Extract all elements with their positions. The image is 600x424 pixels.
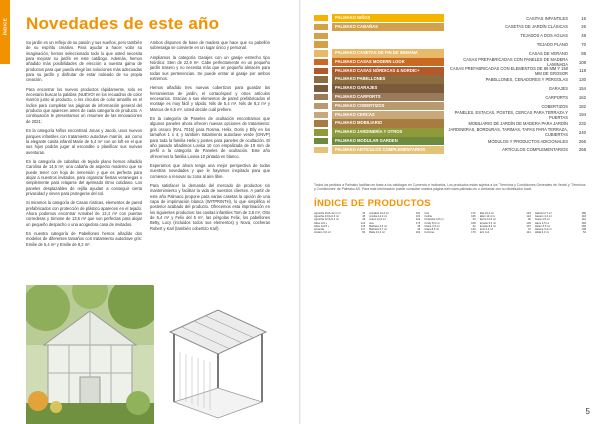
index-entry-name: Agnetha 16,8+12,1 m² xyxy=(314,212,341,215)
index-entry-name: Clara 8,5 m² xyxy=(424,228,440,232)
index-entry-name: Amanda xyxy=(314,228,325,232)
category-name: PALMAKO CASAS MODERN LOOK xyxy=(332,58,444,66)
category-description: MOBILIARIO DE JARDÍN DE MADERA PARA JARDÍN xyxy=(468,121,568,127)
category-row[interactable] xyxy=(314,84,586,92)
category-page: 70 xyxy=(581,42,586,48)
category-name: PALMAKO COBERTIZOS xyxy=(332,102,444,110)
index-entry-name: Alisa 1x3 + xyxy=(314,221,328,225)
category-name: PALMAKO NIÑOS xyxy=(332,14,444,22)
category-page: 26 xyxy=(581,24,586,30)
index-entry-name: Barbara 3,6 m² xyxy=(369,224,388,228)
index-entry-page: 110 xyxy=(581,218,587,222)
index-entry-name: Annika 14,4 m² xyxy=(369,215,388,219)
category-page: 266 xyxy=(578,138,586,144)
index-entry[interactable] xyxy=(480,231,531,234)
category-swatch xyxy=(314,138,328,145)
right-page xyxy=(300,0,600,424)
category-page: 162 xyxy=(578,94,586,100)
index-entry-page: 140 xyxy=(471,228,476,232)
category-name: PALMAKO MODULAR GARDEN xyxy=(332,137,444,145)
category-swatch xyxy=(314,33,328,40)
category-swatch xyxy=(314,41,328,48)
paragraph: En la categoría Niños encontrará Jonas y Jacob, unos nuevos parques infantiles con tratamiento autoclave marrón, así como la elegante casita infantil Marie de 5,4 m² con un loft en el que sus hijos podrán jugar al escondite o planificar sus nuevas aventuras. xyxy=(26,128,142,155)
index-entry-name: Agnetha 12,9+5,1 m² xyxy=(314,218,340,222)
index-entry-page: 180 xyxy=(581,212,587,215)
index-entry-name: Bella 13,4 m² xyxy=(369,231,386,235)
category-swatch xyxy=(314,68,328,75)
category-swatch xyxy=(314,76,328,83)
index-entry-page: 118 xyxy=(581,215,587,219)
category-name: PALMAKO CARPORTS xyxy=(332,93,444,101)
category-swatch xyxy=(314,24,328,31)
category-description: TEJADO PLANO xyxy=(536,42,568,48)
index-entry-page: 30 xyxy=(527,218,531,222)
index-entry-name: Gaston 4,4 m² xyxy=(534,215,552,219)
category-swatch xyxy=(314,103,328,110)
index-entry-name: Elvira 11,6 m² xyxy=(479,218,496,222)
index-entry-page: 137 xyxy=(526,224,531,228)
category-swatch xyxy=(314,50,328,57)
paragraph: Esperamos que ahora tenga una mejor perspectiva de todas nuestras novedades y que le hayamos inspirado para que comience a renovar su zona al aire libre. xyxy=(150,162,270,179)
paragraph: En la categoría de Paneles de ocultación encontramos que algunos paneles ahora ofrecen nuevas opciones de tratamiento: gris oscuro (RAL 7016) para Rosma, Helix, Doris y Elly en los tamaños 1 x 4, y también tratamiento autoclave verde (GNVP) para toda la familia Helix y postes para paneles de ocultación. El año pasado añadimos Lovisa 10 con empalizada de 19 mm de perfil a la categoría de Paneles de ocultación. Este año ofrecemos la familia Lovisa 10 pintada en blanco. xyxy=(150,116,270,159)
greenhouse-illustration xyxy=(26,285,154,424)
pergola-illustration xyxy=(160,292,276,422)
category-name: PALMAKO CABAÑAS xyxy=(332,23,444,31)
index-entry[interactable] xyxy=(314,231,365,234)
index-entry-page: 101 xyxy=(415,215,421,219)
paragraph: Ampliamos la categoría Garajes con un garaje estrecho tipo Nórdico: Sten de 22,9 m². Cabe perfectamente en un pequeño jardín trasero y no necesita más que un pequeño almacén para todas sus pertenencias. Se puede entrar al garaje por ambos extremos. xyxy=(150,54,270,82)
category-row[interactable] xyxy=(314,128,586,136)
index-entry-page: 176 xyxy=(415,221,421,225)
category-note: Todos los pedidos a Palmako facilitan en base a los catálogos en Comercio e indicarlos. Los productos están sujetos a los 'Términos y Condiciones Generales de Venta' y 'Términos y Condiciones' de Palmako AS. Para más información puede consultar nuestra página web www.palmako.es o contactar con su distribuidor local. xyxy=(314,183,586,192)
index-entry-name: Alisa 1x4,5 + xyxy=(314,224,330,228)
index-entry-name: Emil 4,4 m² xyxy=(479,228,494,232)
index-entry-page: 72 xyxy=(527,228,531,232)
index-entry-page: 172 xyxy=(471,212,476,215)
category-description: CASAS PREFABRICADAS CON PANELES DE MADERA LAMINADA xyxy=(463,57,568,68)
index-entry-name: Anders 3,6 m² xyxy=(314,231,331,235)
index-entry-page: 102 xyxy=(415,218,421,222)
category-page: 232 xyxy=(578,121,586,127)
index-entry-page: 54 xyxy=(583,231,587,235)
category-swatch xyxy=(314,15,328,22)
index-entry-name: Hans 4,5 m² xyxy=(534,221,550,225)
index-entry-name: Greta 4,5 m² xyxy=(534,218,550,222)
index-entry-name: Claire 3,3 m² xyxy=(424,224,440,228)
category-description: TEJADOS A DOS AGUAS xyxy=(520,33,568,39)
index-entry-page: 100 xyxy=(415,212,421,215)
index-entry-page: 170 xyxy=(471,231,476,235)
index-entry-name: Eric 1x4 xyxy=(479,231,490,235)
category-description: CASITAS INFANTILES xyxy=(526,15,568,21)
index-entry-name: Agnetha 13,6+6,3 m² xyxy=(314,215,340,219)
index-entry-page: 102 xyxy=(415,231,421,235)
category-page: 194 xyxy=(578,112,586,118)
category-description: CASAS PREFABRICADAS CON ELEMENTOS DE 88 MM Y 150 MM DE GROSOR xyxy=(449,65,568,76)
index-entry[interactable] xyxy=(369,231,420,234)
side-tab-label: ÍNDICE xyxy=(2,17,8,36)
index-column xyxy=(369,212,420,408)
category-page: 48 xyxy=(581,33,586,39)
category-page: 16 xyxy=(581,15,586,21)
paragraph: Su jardín es un reflejo de su pasión y sus sueños, pero también de su espíritu creativo. Para ayudar a hacer volar su imaginación, hemos seleccionado todo lo que usted necesita para mejorar su jardín en este catálogo. Además, hemos añadido más posibilidades de elección a nuestra gama de productos para que pueda elegir las soluciones más adecuadas para su jardín y disfrutar de estar rodeado de su propia creación. xyxy=(26,40,142,83)
category-description: MÓDULOS Y PRODUCTOS ADICIONALES xyxy=(487,138,568,144)
text-column-a xyxy=(26,40,142,251)
category-name: PALMAKO PABELLONES xyxy=(332,75,444,83)
category-row[interactable] xyxy=(314,14,586,22)
index-entry-name: Barbara 6,7 m² xyxy=(369,228,388,232)
category-page: 240 xyxy=(578,129,586,135)
index-entry-name: Cindy 8,3 m² xyxy=(424,221,440,225)
category-swatch xyxy=(314,94,328,101)
page-title: Novedades de este año xyxy=(26,14,220,33)
index-entry-name: Annabel 13,4 m² xyxy=(369,212,389,215)
paragraph: Ambos disponen de base de madera que hace que su pabellón sobresalga se convierte en un lugar único y personal. xyxy=(150,40,270,51)
category-swatch xyxy=(314,59,328,66)
text-column-b xyxy=(150,40,270,235)
index-entry-name: Charlotte 4,8 m² xyxy=(424,218,444,222)
index-entry-name: Celine xyxy=(424,215,433,219)
category-row[interactable] xyxy=(314,67,586,75)
index-entry-page: 108 xyxy=(581,228,587,232)
index-entry-name: Emelie 8,2 m² xyxy=(479,224,497,228)
category-name: PALMAKO CASETAS DE FIN DE SEMANA xyxy=(332,49,444,57)
category-page: 88 xyxy=(581,50,586,56)
category-description: JARDINERAS, BORDURAS, TARIMAS, TAPAS PARA TERRAZA, CUBIERTAS xyxy=(448,127,568,138)
index-entry-page: 136 xyxy=(526,221,531,225)
index-column xyxy=(535,212,586,408)
category-swatch xyxy=(314,129,328,136)
category-swatch xyxy=(314,120,328,127)
category-description: PABELLONES, CENADORES Y PÉRGOLAS xyxy=(485,77,568,83)
index-entry-page: 90 xyxy=(362,231,366,235)
paragraph: En la categoría de cabañas de tejado plano hemos añadido Carolina de 14,5 m², una cabaña de aspecto moderno que se puede tener con hoja de inmersión y que es perfecta para alojar a nuestros invitados, para organizar fiestas veraniegas o simplemente para relajarse del ajetreado ritmo cotidiano. Los paneles desplazables de rejilla ayudan a conseguir cierta privacidad y sirven para protegerse del sol. xyxy=(26,158,142,196)
product-index xyxy=(314,212,586,408)
index-title: ÍNDICE DE PRODUCTOS xyxy=(314,198,431,209)
category-page: 154 xyxy=(578,85,586,91)
index-entry-page: 117 xyxy=(360,228,366,232)
index-entry-name: Ellen 14,4 m² xyxy=(479,215,496,219)
paragraph: Hemos añadido tres nuevas cobertizos para guardar las herramientas de jardín, el cortacésped y otros artículos necesarios. Gracias a sus elementos de pared prefabricados el montaje es muy fácil y rápido. Nils de 5,4 m², Nils de 8,2 m² y Marcus de 6,5 m², usted decide cuál prefiere. xyxy=(150,85,270,112)
paragraph: Si miramos la categoría de Casas rústicas, elementos de pared prefabricados con protección de plástico aparecen en el tejado. Ahora podemos encontrar Annabel de 13,4 m² con puertas correderas y Simone de 13,6 m² que son perfectas para alojar un pequeño despacho o una acogedora casa de invitados. xyxy=(26,200,142,227)
category-name: PALMAKO CERCAS xyxy=(332,111,444,119)
index-entry-page: 114 xyxy=(360,221,366,225)
category-page: 130 xyxy=(578,77,586,83)
category-page: 108 xyxy=(578,59,586,65)
index-entry-name: Ella 19,4 m² xyxy=(479,212,494,215)
category-row[interactable] xyxy=(314,137,586,145)
index-entry-page: 184 xyxy=(581,221,587,225)
category-description: PANELES, ESTACAS, POSTES, CERCAS PARA TERRAZA Y PUERTAS xyxy=(454,109,568,120)
index-entry-name: Helena 3,3 m² xyxy=(534,228,552,232)
category-row[interactable] xyxy=(314,23,586,31)
category-description: COBERTIZOS xyxy=(541,103,568,109)
index-entry-name: Gabriel 2,7 m² xyxy=(534,212,552,215)
index-column xyxy=(424,212,475,408)
index-entry-page: 48 xyxy=(417,224,421,228)
category-row[interactable] xyxy=(314,32,586,40)
category-row[interactable] xyxy=(314,146,586,154)
index-entry-page: 186 xyxy=(581,224,587,228)
category-row[interactable] xyxy=(314,40,586,48)
category-row[interactable] xyxy=(314,111,586,119)
category-row[interactable] xyxy=(314,93,586,101)
category-page: 268 xyxy=(578,147,586,153)
paragraph: Para satisfacer la demanda del mercado de productos sin mantenimiento y facilitar la vida de nuestros clientes. A partir de este año Palmaco propone para varias casetas la opción de una capa de imprimación blanca (WITPRINTH), lo que simplifica el posterior acabado del producto. Ofrecemos esta imprimación en los siguientes productos: las casitas infantiles Tom de 3,8 m², Otto de 5,4 m² y Felix del 5 m², las pérgolas Felix, los pabellones Betty, Lucy (incluidos todos sus elementos) y Nova, cocheras Robert y Karl (también cobertizo Karl). xyxy=(150,182,270,231)
category-table xyxy=(314,14,586,155)
index-entry-page: 32 xyxy=(472,224,476,228)
category-description: ARTÍCULOS COMPLEMENTARIOS xyxy=(502,147,568,153)
index-entry-name: Anton 11,9 m² xyxy=(369,218,386,222)
category-description: GARAJES xyxy=(548,85,568,91)
category-name: PALMAKO GARAJES xyxy=(332,84,444,92)
page-number: 5 xyxy=(585,407,590,416)
index-entry-name: Emelie 5,4 m² xyxy=(479,221,497,225)
category-page: 118 xyxy=(579,68,586,74)
index-entry-name: Hilda 3,3 m² xyxy=(534,231,550,235)
index-entry[interactable] xyxy=(535,231,586,234)
paragraph: En nuestra categoría de Pabellones hemos añadido dos modelos de diferentes tamaños con tratamiento autoclave gris: Emilie de 5,4 m² y Emilie de 8,2 m². xyxy=(26,231,142,247)
index-entry-page: 108 xyxy=(471,221,476,225)
category-swatch xyxy=(314,85,328,92)
index-entry-page: 166 xyxy=(471,215,476,219)
category-swatch xyxy=(314,112,328,119)
category-name xyxy=(332,32,444,40)
index-entry-page: 46 xyxy=(362,218,366,222)
paragraph: Para encontrar los nuevos productos rápidamente, solo es necesario buscar la palabra ¡NUEVO! en los recuadros de color marrón junto al producto, o los círculos de color amarillo en el índice para completar las páginas de información general del producto que aparecen antes de cada categoría de producto. A continuación le presentamos un resumen de las innovaciones de 2021: xyxy=(26,86,142,124)
index-entry-page: 124 xyxy=(526,215,531,219)
category-swatch xyxy=(314,147,328,154)
greenhouse-photo xyxy=(26,285,154,424)
pergola-drawing xyxy=(160,292,276,422)
index-entry-name: Corinna xyxy=(424,231,434,235)
index-column xyxy=(480,212,531,408)
category-description: CASETAS DE JARDÍN CLÁSICAS xyxy=(505,24,568,30)
category-description: CARPORTS xyxy=(545,94,568,100)
index-entry-page: 44 xyxy=(362,212,366,215)
category-name: PALMAKO JARDINERÍA Y OTROS xyxy=(332,128,444,136)
category-name: PALMAKO ARTÍCULOS COMPLEMENTARIOS xyxy=(332,146,444,154)
category-name: PALMAKO CASAS NÓRDICAS & NORDIC+ xyxy=(332,67,444,75)
index-entry-page: 45 xyxy=(362,215,366,219)
index-column xyxy=(314,212,365,408)
index-entry-page: 123 xyxy=(526,212,531,215)
category-name: PALMAKO MOBILIARIO xyxy=(332,119,444,127)
index-entry-name: Helen 5,5 m² xyxy=(534,224,551,228)
category-description: CASAS DE VERANO xyxy=(528,50,568,56)
category-row[interactable] xyxy=(314,75,586,83)
index-entry-page: 115 xyxy=(360,224,366,228)
index-entry-page: 33 xyxy=(472,218,476,222)
index-entry[interactable] xyxy=(424,231,475,234)
category-page: 182 xyxy=(578,103,586,109)
index-entry-page: 48 xyxy=(417,228,421,232)
category-name xyxy=(332,40,444,48)
index-entry-name: Axel xyxy=(369,221,375,225)
index-entry-name: Carl xyxy=(424,212,430,215)
side-tab xyxy=(0,0,10,64)
index-entry-page: 114 xyxy=(526,231,531,235)
